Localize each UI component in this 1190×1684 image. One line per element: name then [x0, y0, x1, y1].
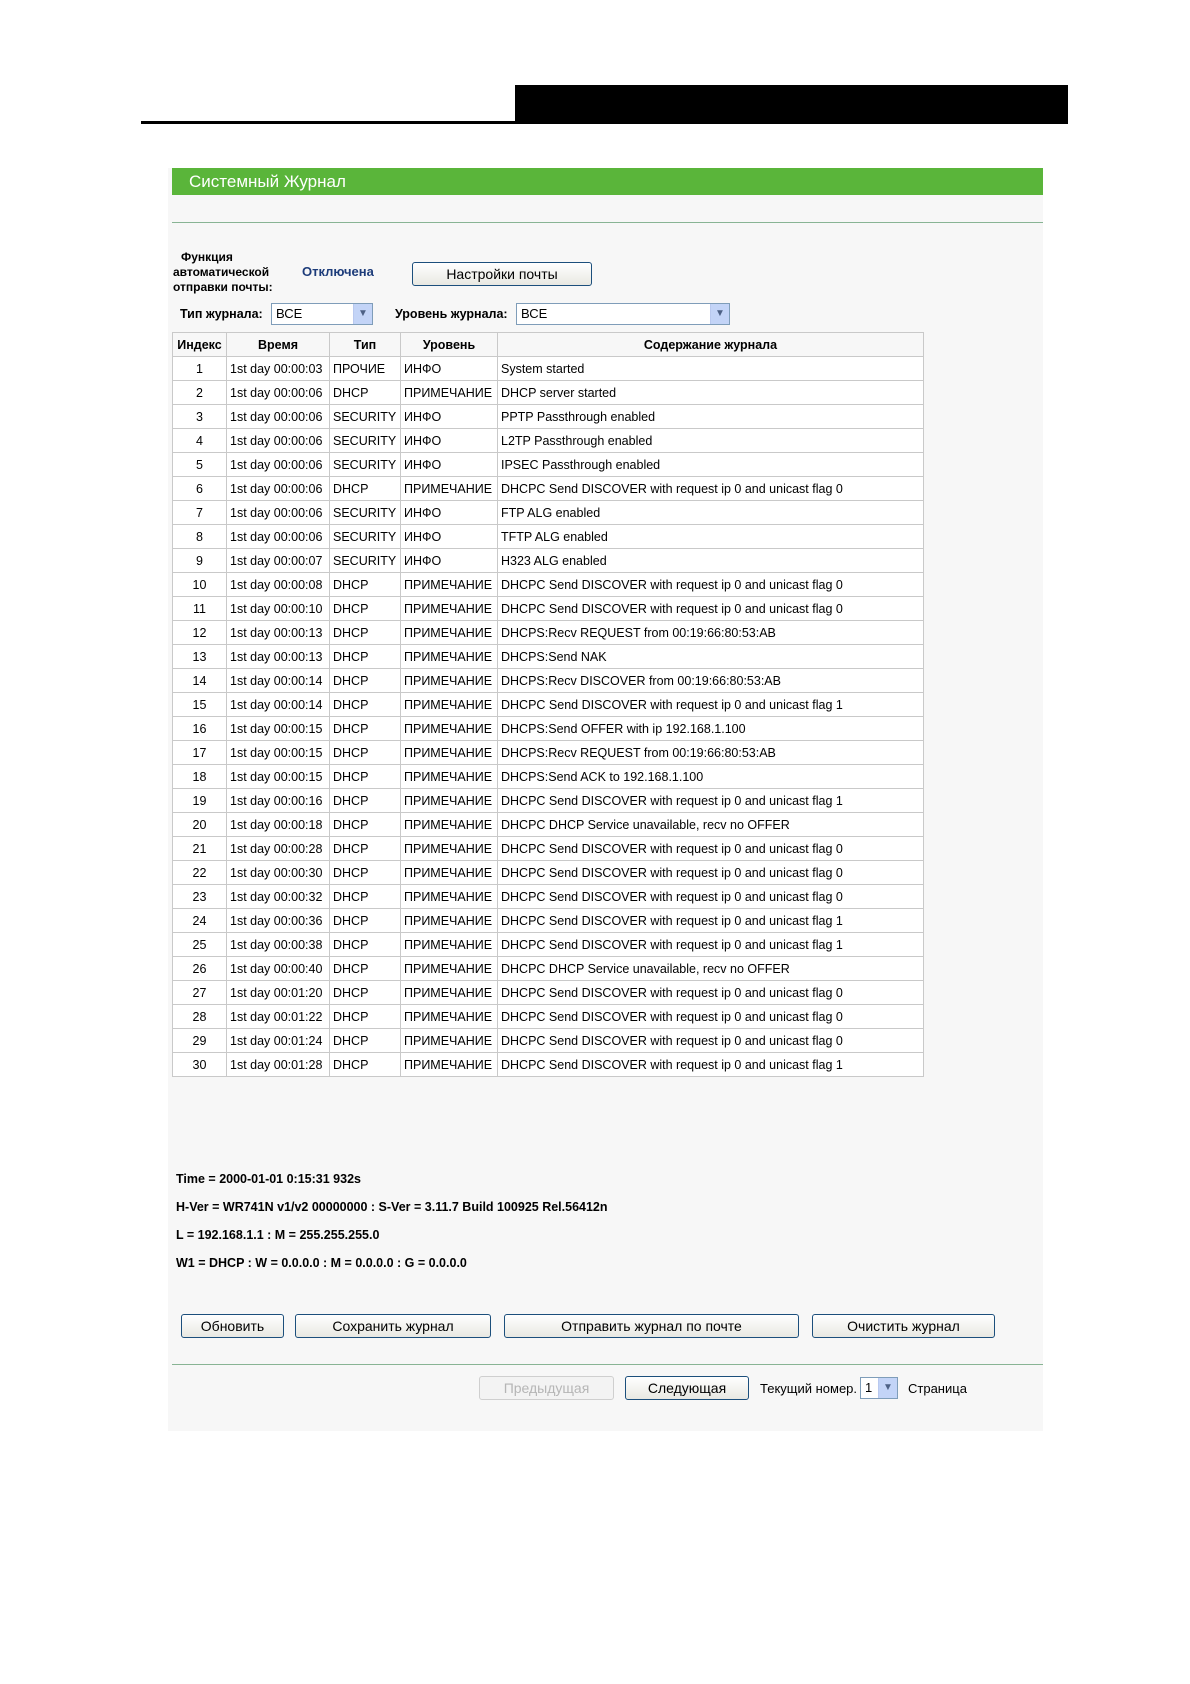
cell-level: ИНФО: [401, 453, 498, 477]
cell-content: DHCPC Send DISCOVER with request ip 0 and unicast flag 1: [498, 933, 924, 957]
table-row: [173, 573, 924, 597]
cell-type: DHCP: [330, 693, 401, 717]
cell-type: DHCP: [330, 885, 401, 909]
info-time: Time = 2000-01-01 0:15:31 932s: [176, 1172, 361, 1186]
chevron-down-icon[interactable]: ▼: [710, 304, 729, 324]
cell-level: ПРИМЕЧАНИЕ: [401, 885, 498, 909]
table-row: [173, 525, 924, 549]
cell-index: 13: [173, 645, 227, 669]
cell-level: ПРИМЕЧАНИЕ: [401, 789, 498, 813]
cell-content: DHCPC Send DISCOVER with request ip 0 and unicast flag 1: [498, 909, 924, 933]
cell-content: DHCPC Send DISCOVER with request ip 0 and unicast flag 0: [498, 597, 924, 621]
table-header-row: [173, 333, 924, 357]
cell-level: ПРИМЕЧАНИЕ: [401, 981, 498, 1005]
cell-time: 1st day 00:00:38: [227, 933, 330, 957]
cell-index: 26: [173, 957, 227, 981]
cell-content: DHCPS:Send ACK to 192.168.1.100: [498, 765, 924, 789]
chevron-down-icon[interactable]: ▼: [878, 1378, 897, 1398]
cell-type: SECURITY: [330, 549, 401, 573]
page-select-value: 1: [865, 1380, 873, 1395]
cell-level: ПРИМЕЧАНИЕ: [401, 837, 498, 861]
cell-index: 23: [173, 885, 227, 909]
cell-time: 1st day 00:00:10: [227, 597, 330, 621]
cell-type: SECURITY: [330, 429, 401, 453]
cell-content: DHCPS:Send OFFER with ip 192.168.1.100: [498, 717, 924, 741]
cell-time: 1st day 00:00:40: [227, 957, 330, 981]
log-type-value: ВСЕ: [276, 306, 303, 321]
cell-type: DHCP: [330, 669, 401, 693]
cell-content: FTP ALG enabled: [498, 501, 924, 525]
top-separator: [172, 222, 1043, 223]
cell-time: 1st day 00:00:08: [227, 573, 330, 597]
mail-log-button[interactable]: Отправить журнал по почте: [504, 1314, 799, 1338]
table-row: [173, 453, 924, 477]
cell-content: DHCPS:Send NAK: [498, 645, 924, 669]
cell-time: 1st day 00:00:36: [227, 909, 330, 933]
cell-level: ПРИМЕЧАНИЕ: [401, 861, 498, 885]
table-row: [173, 1029, 924, 1053]
cell-level: ПРИМЕЧАНИЕ: [401, 933, 498, 957]
cell-level: ПРИМЕЧАНИЕ: [401, 741, 498, 765]
table-row: [173, 741, 924, 765]
mail-settings-button[interactable]: Настройки почты: [412, 262, 592, 286]
cell-level: ПРИМЕЧАНИЕ: [401, 597, 498, 621]
cell-time: 1st day 00:00:16: [227, 789, 330, 813]
auto-mail-status: Отключена: [302, 264, 374, 279]
cell-content: DHCPC Send DISCOVER with request ip 0 and unicast flag 1: [498, 789, 924, 813]
cell-index: 3: [173, 405, 227, 429]
cell-type: DHCP: [330, 621, 401, 645]
cell-time: 1st day 00:00:06: [227, 405, 330, 429]
cell-index: 28: [173, 1005, 227, 1029]
cell-index: 17: [173, 741, 227, 765]
table-row: [173, 981, 924, 1005]
cell-level: ИНФО: [401, 429, 498, 453]
bottom-separator: [172, 1364, 1043, 1365]
cell-content: DHCPC Send DISCOVER with request ip 0 and unicast flag 0: [498, 837, 924, 861]
cell-type: DHCP: [330, 597, 401, 621]
log-type-label: Тип журнала:: [180, 307, 263, 321]
cell-index: 18: [173, 765, 227, 789]
cell-level: ПРИМЕЧАНИЕ: [401, 381, 498, 405]
cell-time: 1st day 00:00:15: [227, 741, 330, 765]
cell-content: System started: [498, 357, 924, 381]
auto-mail-label-line1: Функция: [181, 250, 233, 264]
cell-time: 1st day 00:00:06: [227, 453, 330, 477]
cell-type: DHCP: [330, 861, 401, 885]
cell-index: 30: [173, 1053, 227, 1077]
cell-type: SECURITY: [330, 453, 401, 477]
cell-index: 22: [173, 861, 227, 885]
cell-time: 1st day 00:00:03: [227, 357, 330, 381]
cell-content: DHCPC DHCP Service unavailable, recv no OFFER: [498, 813, 924, 837]
cell-index: 12: [173, 621, 227, 645]
page-select[interactable]: [860, 1377, 898, 1399]
col-header-type: Тип: [330, 333, 401, 357]
chevron-down-icon[interactable]: ▼: [353, 304, 372, 324]
cell-type: DHCP: [330, 741, 401, 765]
cell-type: DHCP: [330, 1005, 401, 1029]
cell-time: 1st day 00:00:06: [227, 429, 330, 453]
auto-mail-label-line3: отправки почты:: [173, 280, 273, 294]
cell-content: L2TP Passthrough enabled: [498, 429, 924, 453]
cell-level: ПРИМЕЧАНИЕ: [401, 573, 498, 597]
table-row: [173, 429, 924, 453]
cell-level: ПРИМЕЧАНИЕ: [401, 765, 498, 789]
cell-index: 2: [173, 381, 227, 405]
cell-level: ИНФО: [401, 357, 498, 381]
cell-level: ПРИМЕЧАНИЕ: [401, 717, 498, 741]
cell-type: SECURITY: [330, 501, 401, 525]
cell-index: 5: [173, 453, 227, 477]
cell-type: DHCP: [330, 837, 401, 861]
cell-index: 24: [173, 909, 227, 933]
cell-index: 20: [173, 813, 227, 837]
cell-index: 27: [173, 981, 227, 1005]
table-row: [173, 381, 924, 405]
info-lan: L = 192.168.1.1 : M = 255.255.255.0: [176, 1228, 380, 1242]
cell-level: ПРИМЕЧАНИЕ: [401, 813, 498, 837]
cell-index: 25: [173, 933, 227, 957]
table-row: [173, 717, 924, 741]
next-page-button[interactable]: Следующая: [625, 1376, 749, 1400]
table-row: [173, 1053, 924, 1077]
cell-content: PPTP Passthrough enabled: [498, 405, 924, 429]
table-row: [173, 693, 924, 717]
col-header-content: Содержание журнала: [498, 333, 924, 357]
info-version: H-Ver = WR741N v1/v2 00000000 : S-Ver = 3.11.7 Build 100925 Rel.56412n: [176, 1200, 608, 1214]
cell-index: 10: [173, 573, 227, 597]
cell-time: 1st day 00:00:06: [227, 501, 330, 525]
cell-index: 7: [173, 501, 227, 525]
cell-time: 1st day 00:00:13: [227, 621, 330, 645]
page-label: Страница: [908, 1381, 967, 1396]
cell-type: ПРОЧИЕ: [330, 357, 401, 381]
cell-time: 1st day 00:00:30: [227, 861, 330, 885]
cell-type: DHCP: [330, 645, 401, 669]
cell-content: DHCPC Send DISCOVER with request ip 0 and unicast flag 1: [498, 1053, 924, 1077]
log-level-value: ВСЕ: [521, 306, 548, 321]
cell-time: 1st day 00:00:14: [227, 669, 330, 693]
cell-level: ПРИМЕЧАНИЕ: [401, 909, 498, 933]
table-row: [173, 549, 924, 573]
cell-level: ПРИМЕЧАНИЕ: [401, 957, 498, 981]
table-row: [173, 669, 924, 693]
clear-log-button[interactable]: Очистить журнал: [812, 1314, 995, 1338]
cell-time: 1st day 00:00:32: [227, 885, 330, 909]
prev-page-button[interactable]: Предыдущая: [479, 1376, 614, 1400]
cell-time: 1st day 00:01:28: [227, 1053, 330, 1077]
cell-index: 6: [173, 477, 227, 501]
cell-content: DHCP server started: [498, 381, 924, 405]
table-row: [173, 1005, 924, 1029]
cell-time: 1st day 00:00:06: [227, 381, 330, 405]
cell-level: ПРИМЕЧАНИЕ: [401, 621, 498, 645]
cell-type: DHCP: [330, 957, 401, 981]
cell-index: 15: [173, 693, 227, 717]
cell-content: DHCPC Send DISCOVER with request ip 0 and unicast flag 0: [498, 1029, 924, 1053]
cell-content: DHCPC DHCP Service unavailable, recv no OFFER: [498, 957, 924, 981]
info-wan: W1 = DHCP : W = 0.0.0.0 : M = 0.0.0.0 : G = 0.0.0.0: [176, 1256, 467, 1270]
cell-content: DHCPC Send DISCOVER with request ip 0 and unicast flag 0: [498, 477, 924, 501]
table-row: [173, 477, 924, 501]
auto-mail-label-line2: автоматической: [173, 265, 270, 279]
cell-time: 1st day 00:00:18: [227, 813, 330, 837]
cell-content: DHCPC Send DISCOVER with request ip 0 and unicast flag 0: [498, 1005, 924, 1029]
table-row: [173, 909, 924, 933]
cell-level: ПРИМЕЧАНИЕ: [401, 645, 498, 669]
cell-time: 1st day 00:00:28: [227, 837, 330, 861]
cell-content: H323 ALG enabled: [498, 549, 924, 573]
cell-index: 8: [173, 525, 227, 549]
cell-type: DHCP: [330, 717, 401, 741]
cell-time: 1st day 00:00:15: [227, 717, 330, 741]
cell-time: 1st day 00:01:20: [227, 981, 330, 1005]
col-header-level: Уровень: [401, 333, 498, 357]
cell-type: DHCP: [330, 933, 401, 957]
log-level-select[interactable]: [516, 303, 730, 325]
cell-index: 21: [173, 837, 227, 861]
cell-content: DHCPS:Recv REQUEST from 00:19:66:80:53:AB: [498, 621, 924, 645]
cell-time: 1st day 00:00:07: [227, 549, 330, 573]
cell-index: 4: [173, 429, 227, 453]
cell-level: ПРИМЕЧАНИЕ: [401, 669, 498, 693]
cell-level: ПРИМЕЧАНИЕ: [401, 477, 498, 501]
cell-index: 19: [173, 789, 227, 813]
cell-index: 16: [173, 717, 227, 741]
col-header-index: Индекс: [173, 333, 227, 357]
cell-type: DHCP: [330, 981, 401, 1005]
log-table: [172, 332, 924, 1077]
table-row: [173, 861, 924, 885]
table-row: [173, 501, 924, 525]
table-row: [173, 789, 924, 813]
log-level-label: Уровень журнала:: [395, 307, 508, 321]
cell-type: DHCP: [330, 477, 401, 501]
cell-content: DHCPS:Recv REQUEST from 00:19:66:80:53:AB: [498, 741, 924, 765]
table-row: [173, 621, 924, 645]
cell-type: SECURITY: [330, 525, 401, 549]
cell-content: DHCPC Send DISCOVER with request ip 0 and unicast flag 0: [498, 861, 924, 885]
cell-content: DHCPC Send DISCOVER with request ip 0 and unicast flag 0: [498, 981, 924, 1005]
cell-type: DHCP: [330, 813, 401, 837]
cell-time: 1st day 00:00:14: [227, 693, 330, 717]
cell-level: ПРИМЕЧАНИЕ: [401, 1029, 498, 1053]
cell-time: 1st day 00:00:13: [227, 645, 330, 669]
cell-type: DHCP: [330, 1053, 401, 1077]
cell-time: 1st day 00:01:24: [227, 1029, 330, 1053]
cell-type: DHCP: [330, 381, 401, 405]
cell-content: IPSEC Passthrough enabled: [498, 453, 924, 477]
cell-type: DHCP: [330, 573, 401, 597]
table-row: [173, 765, 924, 789]
current-page-label: Текущий номер.: [760, 1381, 858, 1396]
cell-time: 1st day 00:00:15: [227, 765, 330, 789]
table-row: [173, 357, 924, 381]
table-row: [173, 837, 924, 861]
cell-index: 9: [173, 549, 227, 573]
table-row: [173, 405, 924, 429]
cell-content: DHCPC Send DISCOVER with request ip 0 and unicast flag 0: [498, 573, 924, 597]
cell-time: 1st day 00:00:06: [227, 477, 330, 501]
cell-level: ИНФО: [401, 501, 498, 525]
cell-content: DHCPC Send DISCOVER with request ip 0 and unicast flag 1: [498, 693, 924, 717]
cell-content: DHCPC Send DISCOVER with request ip 0 and unicast flag 0: [498, 885, 924, 909]
cell-level: ИНФО: [401, 549, 498, 573]
header-black-block: [515, 85, 1068, 124]
cell-type: DHCP: [330, 909, 401, 933]
cell-type: SECURITY: [330, 405, 401, 429]
table-row: [173, 813, 924, 837]
cell-time: 1st day 00:00:06: [227, 525, 330, 549]
cell-time: 1st day 00:01:22: [227, 1005, 330, 1029]
cell-level: ПРИМЕЧАНИЕ: [401, 1005, 498, 1029]
table-row: [173, 957, 924, 981]
log-type-select[interactable]: [271, 303, 373, 325]
table-row: [173, 933, 924, 957]
table-row: [173, 885, 924, 909]
table-row: [173, 597, 924, 621]
cell-index: 1: [173, 357, 227, 381]
cell-type: DHCP: [330, 1029, 401, 1053]
save-log-button[interactable]: Сохранить журнал: [295, 1314, 491, 1338]
cell-level: ИНФО: [401, 525, 498, 549]
cell-type: DHCP: [330, 789, 401, 813]
cell-level: ПРИМЕЧАНИЕ: [401, 1053, 498, 1077]
table-row: [173, 645, 924, 669]
col-header-time: Время: [227, 333, 330, 357]
page-title: Системный Журнал: [189, 172, 346, 191]
cell-type: DHCP: [330, 765, 401, 789]
refresh-button[interactable]: Обновить: [181, 1314, 284, 1338]
cell-level: ИНФО: [401, 405, 498, 429]
header-rule: [141, 121, 1068, 124]
cell-index: 11: [173, 597, 227, 621]
cell-index: 29: [173, 1029, 227, 1053]
cell-content: TFTP ALG enabled: [498, 525, 924, 549]
cell-index: 14: [173, 669, 227, 693]
cell-level: ПРИМЕЧАНИЕ: [401, 693, 498, 717]
cell-content: DHCPS:Recv DISCOVER from 00:19:66:80:53:AB: [498, 669, 924, 693]
